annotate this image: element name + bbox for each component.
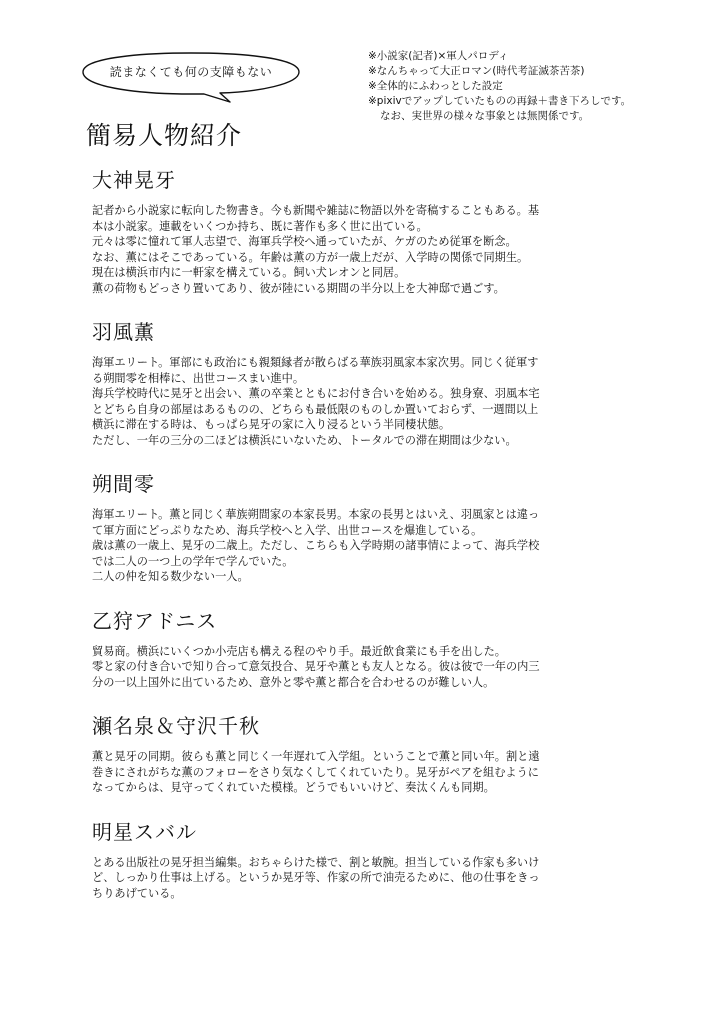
- note-line: ※全体的にふわっとした設定: [368, 80, 503, 92]
- character-section: [92, 712, 652, 796]
- character-description: [92, 507, 652, 585]
- description-line: 薫と晃牙の同期。彼らも薫と同じく一年遅れて入学組。ということで薫と同い年。割と遠: [92, 750, 540, 763]
- description-line: て軍方面にどっぷりなため、海兵学校へと入学、出世コースを爆進している。: [92, 523, 483, 537]
- bubble-text: 読まなくても何の支障もない: [109, 65, 273, 79]
- description-line: 記者から小説家に転向した物書き。今も新聞や雑誌に物語以外を寄稿することもある。基: [92, 204, 540, 217]
- description-line: 薫の荷物もどっさり置いてあり、彼が陸にいる期間の半分以上を大神邸で過ごす。: [92, 281, 505, 295]
- character-name: 大神晃牙: [92, 168, 176, 192]
- character-list: [92, 166, 652, 923]
- character-section: [92, 318, 652, 448]
- character-description: [92, 355, 652, 448]
- description-line: 元々は零に憧れて軍人志望で、海軍兵学校へ通っていたが、ケガのため従軍を断念。: [92, 235, 517, 248]
- character-name: 瀬名泉＆守沢千秋: [92, 714, 260, 738]
- description-line: 海軍エリート。薫と同じく華族朔間家の本家長男。本家の長男とはいえ、羽風家とは違っ: [92, 508, 540, 521]
- notes-block: [368, 49, 713, 124]
- description-line: 海兵学校時代に晃牙と出会い、薫の卒業とともにお付き合いを始める。独身寮、羽風本宅: [92, 387, 540, 400]
- description-line: 貿易商。横浜にいくつか小売店も構える程のやり手。最近飲食業にも手を出した。: [92, 644, 506, 658]
- character-section: [92, 818, 652, 902]
- description-line: 現在は横浜市内に一軒家を構えている。飼い犬レオンと同居。: [92, 266, 406, 279]
- description-line: 横浜に滞在する時は、もっぱら晃牙の家に入り浸るという半同棲状態。: [92, 418, 451, 431]
- character-name: 朔間零: [92, 472, 155, 496]
- description-line: 本は小説家。連載をいくつか持ち、既に著作も多く世に出ている。: [92, 219, 428, 233]
- description-line: 二人の仲を知る数少ない一人。: [92, 570, 249, 583]
- description-line: とある出版社の晃牙担当編集。おちゃらけた様で、割と敏腕。担当している作家も多いけ: [92, 855, 540, 869]
- character-name: 明星スバル: [92, 819, 197, 844]
- description-line: ちりあげている。: [92, 886, 182, 900]
- description-line: 歳は薫の一歳上、晃牙の二歳上。ただし、こちらも入学時期の諸事情によって、海兵学校: [92, 539, 540, 552]
- description-line: なお、薫にはそこであっている。年齢は薫の方が一歳上だが、入学時の関係で同期生。: [92, 250, 529, 264]
- character-section: [92, 166, 652, 296]
- character-description: [92, 855, 652, 902]
- character-section: [92, 607, 652, 691]
- page-title: 簡易人物紹介: [86, 121, 243, 150]
- speech-bubble: [80, 50, 302, 100]
- character-name: 羽風薫: [92, 320, 155, 344]
- character-description: [92, 644, 652, 691]
- description-line: 分の一以上国外に出ているため、意外と零や薫と都合を合わせるのが難しい人。: [92, 675, 495, 689]
- description-line: とどちら自身の部屋はあるものの、どちらも最低限のものしか置いておらず、一週間以上: [92, 402, 539, 416]
- description-line: 零と家の付き合いで知り合って意気投合、晃牙や薫とも友人となる。彼は彼で一年の内三: [92, 660, 540, 673]
- character-description: [92, 749, 652, 796]
- description-line: なってからは、見守ってくれていた模様。どうでもいいけど、奏汰くんも同期。: [92, 781, 495, 794]
- description-line: 巻きにされがちな薫のフォローをさり気なくしてくれていたり。晃牙がペアを組むように: [92, 765, 539, 779]
- note-line: ※pixivでアップしていたものの再録＋書き下ろしです。: [368, 95, 632, 107]
- description-line: る朔間零を相棒に、出世コースまい進中。: [92, 371, 305, 385]
- character-section: [92, 470, 652, 585]
- note-line: なお、実世界の様々な事象とは無関係です。: [380, 110, 590, 122]
- description-line: 海軍エリート。軍部にも政治にも親類縁者が散らばる華族羽風家本家次男。同じく従軍す: [92, 356, 539, 369]
- character-description: [92, 203, 652, 296]
- character-name: 乙狩アドニス: [92, 608, 218, 633]
- note-line: ※小説家(記者)×軍人パロディ: [368, 50, 509, 62]
- note-line: ※なんちゃって大正ロマン(時代考証滅茶苦茶): [368, 65, 585, 77]
- description-line: では二人の一つ上の学年で学んでいた。: [92, 554, 294, 568]
- description-line: ど、しっかり仕事は上げる。というか晃牙等、作家の所で油売るために、他の仕事をきっ: [92, 871, 540, 884]
- description-line: ただし、一年の三分の二ほどは横浜にいないため、トータルでの滞在期間は少ない。: [92, 433, 517, 447]
